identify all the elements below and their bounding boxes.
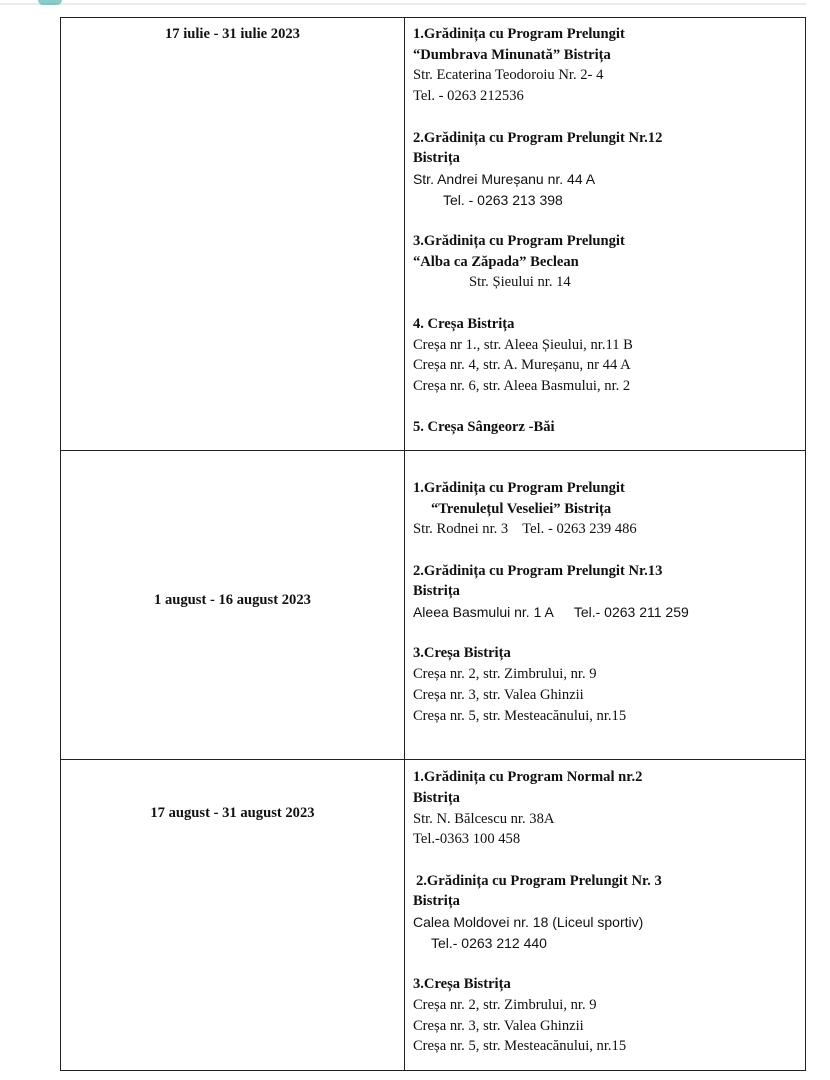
list-item: Creșa nr. 3, str. Valea Ghinzii xyxy=(412,1017,584,1034)
unit-title: 1.Grădinița cu Program Prelungit xyxy=(412,479,625,496)
unit-title: 2.Grădinița cu Program Prelungit Nr. 3 xyxy=(415,872,662,889)
unit-name: Bistrița xyxy=(412,583,460,600)
period-label: 17 august - 31 august 2023 xyxy=(150,805,315,821)
header-accent xyxy=(38,0,62,5)
list-item: Creșa nr. 5, str. Mesteacănului, nr.15 xyxy=(412,707,627,724)
unit-address: Str. Andrei Mureșanu nr. 44 A xyxy=(412,170,596,187)
list-item: Creșa nr. 6, str. Aleea Basmului, nr. 2 xyxy=(412,377,631,394)
unit-block xyxy=(413,561,805,623)
unit-phone: Tel.-0363 100 458 xyxy=(412,831,521,848)
list-item: Creșa nr. 2, str. Zimbrului, nr. 9 xyxy=(412,666,597,683)
period-label: 17 iulie - 31 iulie 2023 xyxy=(164,26,300,42)
unit-name: Bistrița xyxy=(412,150,460,167)
unit-name: Bistrița xyxy=(412,893,460,910)
unit-phone: Tel. - 0263 212536 xyxy=(412,88,524,105)
unit-block xyxy=(413,417,805,438)
unit-title: 2.Grădinița cu Program Prelungit Nr.13 xyxy=(412,562,663,579)
list-item: Creșa nr. 5, str. Mesteacănului, nr.15 xyxy=(412,1038,627,1055)
unit-phone: Tel. - 0263 213 398 xyxy=(442,191,563,208)
unit-phone: Tel. - 0263 239 486 xyxy=(522,521,637,538)
period-cell xyxy=(61,760,405,1071)
table-row xyxy=(61,760,806,1071)
table-row xyxy=(61,451,806,760)
unit-block xyxy=(413,314,805,397)
units-cell xyxy=(404,760,805,1071)
unit-phone: Tel.- 0263 211 259 xyxy=(573,604,689,620)
unit-name: Bistrița xyxy=(412,789,460,806)
unit-title: 5. Creșa Sângeorz -Băi xyxy=(412,419,555,436)
period-label: 1 august - 16 august 2023 xyxy=(154,591,311,608)
list-item: Creșa nr. 4, str. A. Mureșanu, nr 44 A xyxy=(412,357,631,374)
unit-block xyxy=(413,231,805,293)
unit-address: Str. N. Bălcescu nr. 38A xyxy=(412,810,555,827)
unit-block xyxy=(413,974,805,1057)
unit-address: Str. Rodnei nr. 3 xyxy=(412,521,509,538)
unit-block xyxy=(413,478,805,540)
unit-block xyxy=(413,871,805,954)
unit-name: “Trenulețul Veseliei” Bistrița xyxy=(430,500,612,517)
schedule-table xyxy=(60,17,806,1071)
table-row xyxy=(61,18,806,451)
list-item: Creșa nr 1., str. Aleea Șieului, nr.11 B xyxy=(412,336,633,353)
units-cell xyxy=(404,451,805,760)
unit-title: 3.Grădinița cu Program Prelungit xyxy=(412,233,625,249)
unit-address: Aleea Basmului nr. 1 A xyxy=(412,604,554,620)
unit-phone: Tel.- 0263 212 440 xyxy=(430,934,547,951)
unit-title: 1.Grădinița cu Program Prelungit xyxy=(412,26,625,42)
list-item: Creșa nr. 3, str. Valea Ghinzii xyxy=(412,686,584,703)
unit-name: “Dumbrava Minunată” Bistrița xyxy=(412,46,611,63)
unit-block xyxy=(413,643,805,726)
unit-block xyxy=(413,24,805,107)
header-rule xyxy=(0,3,806,5)
unit-title: 4. Creșa Bistrița xyxy=(412,315,515,332)
units-cell xyxy=(404,18,805,451)
unit-title: 3.Creșa Bistrița xyxy=(412,976,511,993)
list-item: Creșa nr. 2, str. Zimbrului, nr. 9 xyxy=(412,996,597,1013)
unit-contact xyxy=(413,519,805,540)
period-cell xyxy=(61,18,405,451)
unit-title: 3.Creșa Bistrița xyxy=(412,645,511,662)
unit-address: Calea Moldovei nr. 18 (Liceul sportiv) xyxy=(412,914,644,930)
unit-address: Str. Șieului nr. 14 xyxy=(468,274,571,291)
unit-contact xyxy=(413,602,805,623)
unit-block xyxy=(413,128,805,211)
unit-address: Str. Ecaterina Teodoroiu Nr. 2- 4 xyxy=(412,67,604,84)
unit-title: 1.Grădinița cu Program Normal nr.2 xyxy=(412,769,643,786)
unit-block xyxy=(413,767,805,850)
unit-title: 2.Grădinița cu Program Prelungit Nr.12 xyxy=(412,129,663,146)
period-cell xyxy=(61,451,405,760)
unit-name: “Alba ca Zăpada” Beclean xyxy=(412,253,579,270)
